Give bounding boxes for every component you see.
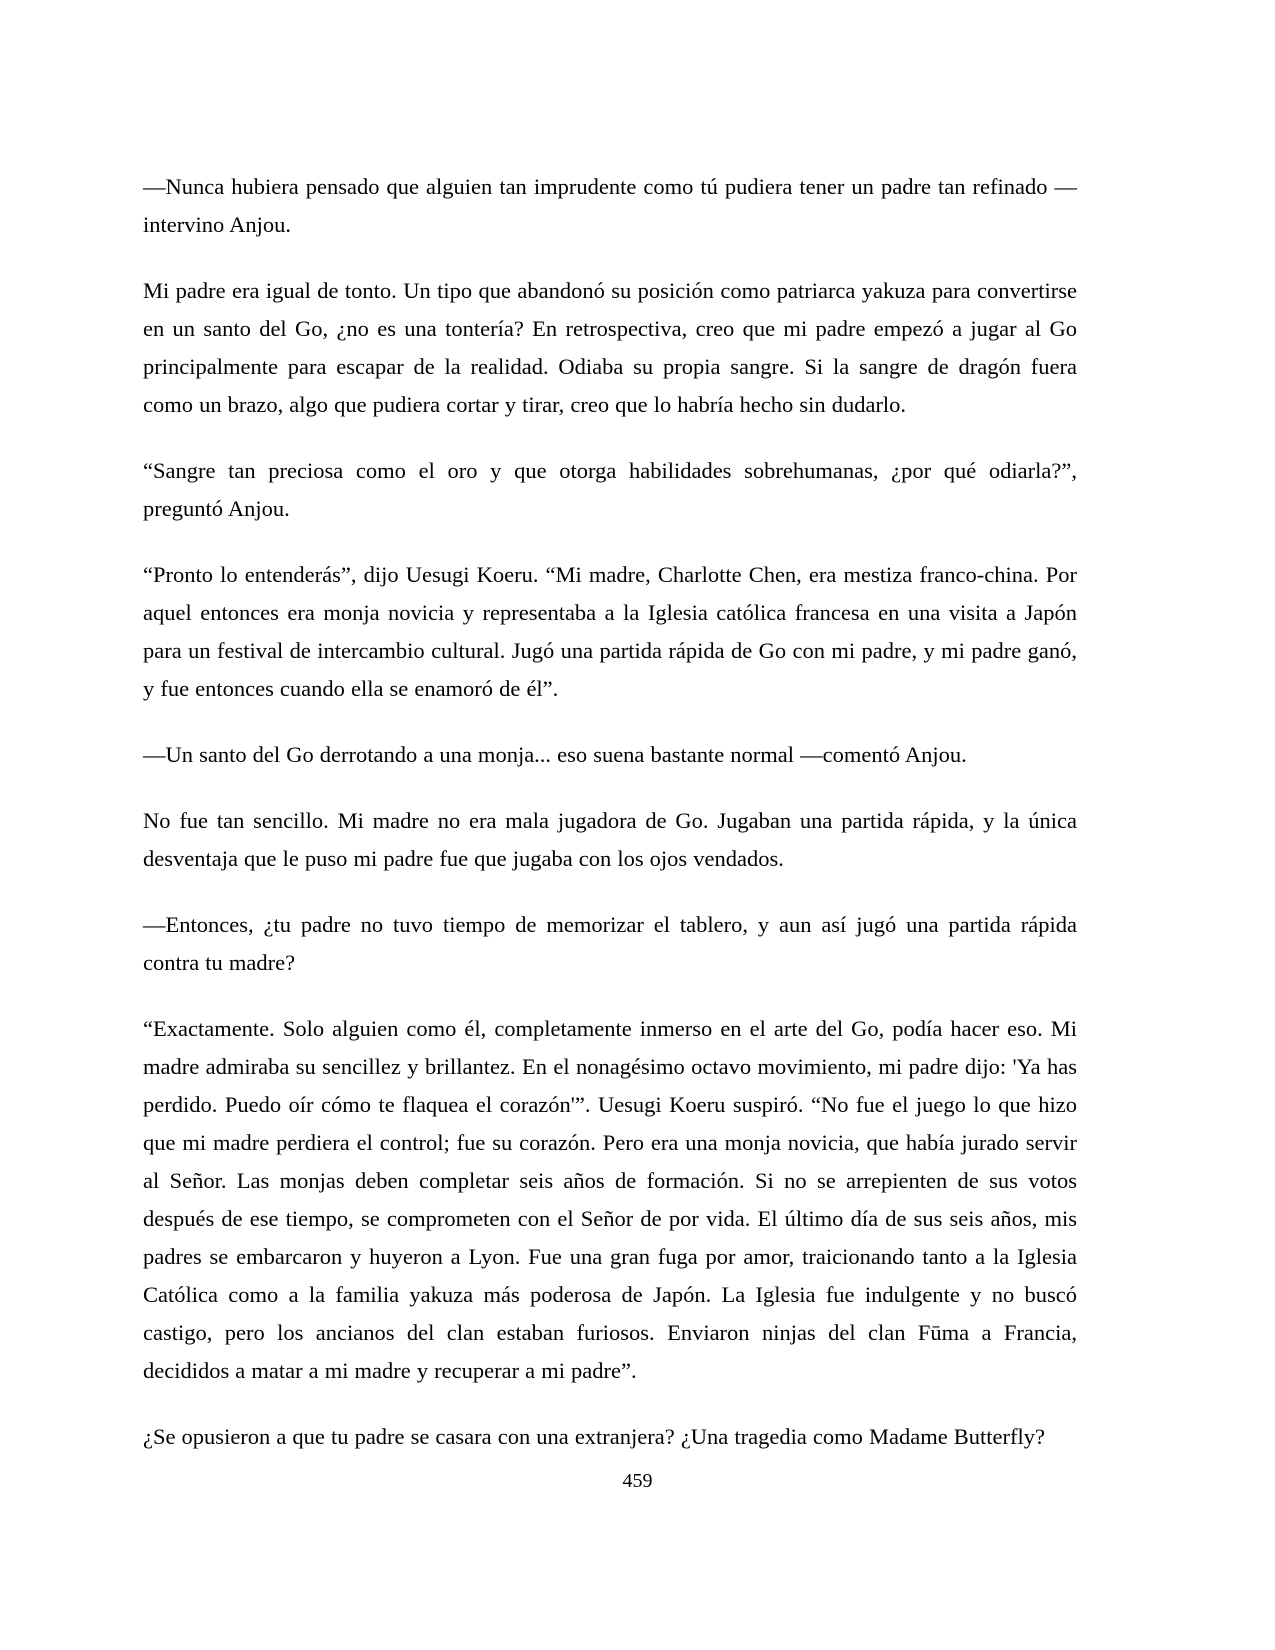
body-text-column: [143, 168, 1077, 1456]
paragraph: No fue tan sencillo. Mi madre no era mala jugadora de Go. Jugaban una partida rápida, y la única desventaja que le puso mi padre fue que jugaba con los ojos vendados.: [143, 808, 1077, 871]
paragraph: “Exactamente. Solo alguien como él, completamente inmerso en el arte del Go, podía hacer eso. Mi madre admiraba su sencillez y brillantez. En el nonagésimo octavo movimiento, mi padre dijo: 'Ya has perdido. Puedo oír cómo te flaquea el corazón'”. Uesugi Koeru suspiró. “No fue el juego lo que hizo que mi madre perdiera el control; fue su corazón. Pero era una monja novicia, que había jurado servir al Señor. Las monjas deben completar seis años de formación. Si no se arrepienten de sus votos después de ese tiempo, se comprometen con el Señor de por vida. El último día de sus seis años, mis padres se embarcaron y huyeron a Lyon. Fue una gran fuga por amor, traicionando tanto a la Iglesia Católica como a la familia yakuza más poderosa de Japón. La Iglesia fue indulgente y no buscó castigo, pero los ancianos del clan estaban furiosos. Enviaron ninjas del clan Fūma a Francia, decididos a matar a mi madre y recuperar a mi padre”.: [143, 1016, 1077, 1383]
page-number: 459: [622, 1470, 653, 1492]
paragraph: ¿Se opusieron a que tu padre se casara con una extranjera? ¿Una tragedia como Madame Butterfly?: [143, 1424, 1045, 1449]
paragraph: “Sangre tan preciosa como el oro y que otorga habilidades sobrehumanas, ¿por qué odiarla?”, preguntó Anjou.: [143, 458, 1077, 521]
paragraph: —Entonces, ¿tu padre no tuvo tiempo de memorizar el tablero, y aun así jugó una partida rápida contra tu madre?: [143, 912, 1077, 975]
paragraph: Mi padre era igual de tonto. Un tipo que abandonó su posición como patriarca yakuza para convertirse en un santo del Go, ¿no es una tontería? En retrospectiva, creo que mi padre empezó a jugar al Go principalmente para escapar de la realidad. Odiaba su propia sangre. Si la sangre de dragón fuera como un brazo, algo que pudiera cortar y tirar, creo que lo habría hecho sin dudarlo.: [143, 278, 1077, 417]
paragraph: “Pronto lo entenderás”, dijo Uesugi Koeru. “Mi madre, Charlotte Chen, era mestiza franco-china. Por aquel entonces era monja novicia y representaba a la Iglesia católica francesa en una visita a Japón para un festival de intercambio cultural. Jugó una partida rápida de Go con mi padre, y mi padre ganó, y fue entonces cuando ella se enamoró de él”.: [143, 562, 1077, 701]
paragraph: —Nunca hubiera pensado que alguien tan imprudente como tú pudiera tener un padre tan refinado —intervino Anjou.: [143, 174, 1077, 237]
paragraph: —Un santo del Go derrotando a una monja... eso suena bastante normal —comentó Anjou.: [143, 742, 967, 767]
